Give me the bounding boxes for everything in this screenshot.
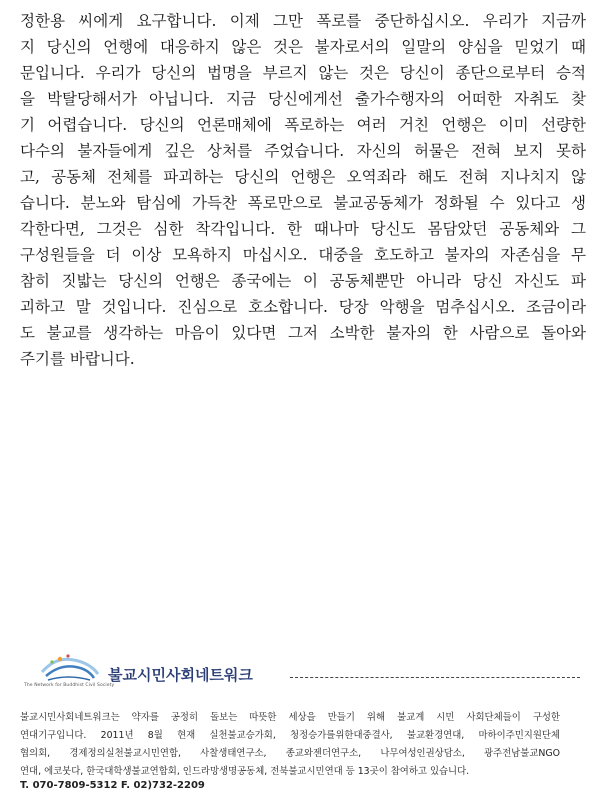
description-line: 불교시민사회네트워크는 약자를 공정히 돌보는 따뜻한 세상을 만들기 위해 불교계 시민 사회단체들이 구성한 <box>20 712 560 723</box>
letter-line: 도 불교를 생각하는 마음이 있다면 그저 소박한 불자의 한 사람으로 돌아와 <box>20 324 586 342</box>
letter-line: 정한용 씨에게 요구합니다. 이제 그만 폭로를 중단하십시오. 우리가 지금까 <box>20 12 586 30</box>
letter-line: 구성원들을 더 이상 모욕하지 마십시오. 대중을 호도하고 불자의 자존심을 무 <box>20 246 586 264</box>
dashed-divider <box>290 677 580 678</box>
letter-line: 각한다면, 그것은 심한 착각입니다. 한 때나마 당신도 몸담았던 공동체와 그 <box>20 220 586 238</box>
logo-english-text: The Network for Buddhist Civil Society <box>24 683 115 688</box>
letter-line: 다수의 불자들에게 깊은 상처를 주었습니다. 자신의 허물은 전혀 보지 못하 <box>20 142 586 160</box>
org-name: 불교시민사회네트워크 <box>108 666 253 684</box>
letter-line: 습니다. 분노와 탐심에 가득찬 폭로만으로 불교공동체가 정화될 수 있다고 생 <box>20 194 586 212</box>
letter-line: 참히 짓밟는 당신의 언행은 종국에는 이 공동체뿐만 아니라 당신 자신도 파 <box>20 272 586 290</box>
org-logo <box>24 650 274 700</box>
letter-line: 괴하고 말 것입니다. 진심으로 호소합니다. 당장 악행을 멈추십시오. 조금이라 <box>20 298 586 316</box>
letter-line: 지 당신의 언행에 대응하지 않은 것은 불자로서의 일말의 양심을 믿었기 때 <box>20 38 586 56</box>
letter-line: 기 어렵습니다. 당신의 언론매체에 폭로하는 여러 거친 언행은 이미 선량한 <box>20 116 586 134</box>
letter-line: 을 박탈당해서가 아닙니다. 지금 당신에게선 출가수행자의 어떠한 자취도 찾 <box>20 90 586 108</box>
letter-line: 문입니다. 우리가 당신의 법명을 부르지 않는 것은 당신이 종단으로부터 승적 <box>20 64 586 82</box>
description-line: 연대, 에코붓다, 한국대학생불교연합회, 인드라망생명공동체, 전북불교시민연대 등 13곳이 참여하고 있습니다. <box>20 766 470 777</box>
letter-line: 고, 공동체 전체를 파괴하는 당신의 언행은 오역죄라 해도 전혀 지나치지 않 <box>20 168 586 186</box>
letter-line: 주기를 바랍니다. <box>20 350 135 368</box>
description-line: 협의회, 경제정의실천불교시민연합, 사찰생태연구소, 종교와젠더연구소, 나무여성인권상담소, 광주전남불교NGO <box>20 748 560 759</box>
description-line: 연대기구입니다. 2011년 8월 현재 실천불교승가회, 청정승가를위한대중결사, 불교환경연대, 마하이주민지원단체 <box>20 730 560 741</box>
contact-info: T. 070-7809-5312 F. 02)732-2209 <box>20 780 205 791</box>
